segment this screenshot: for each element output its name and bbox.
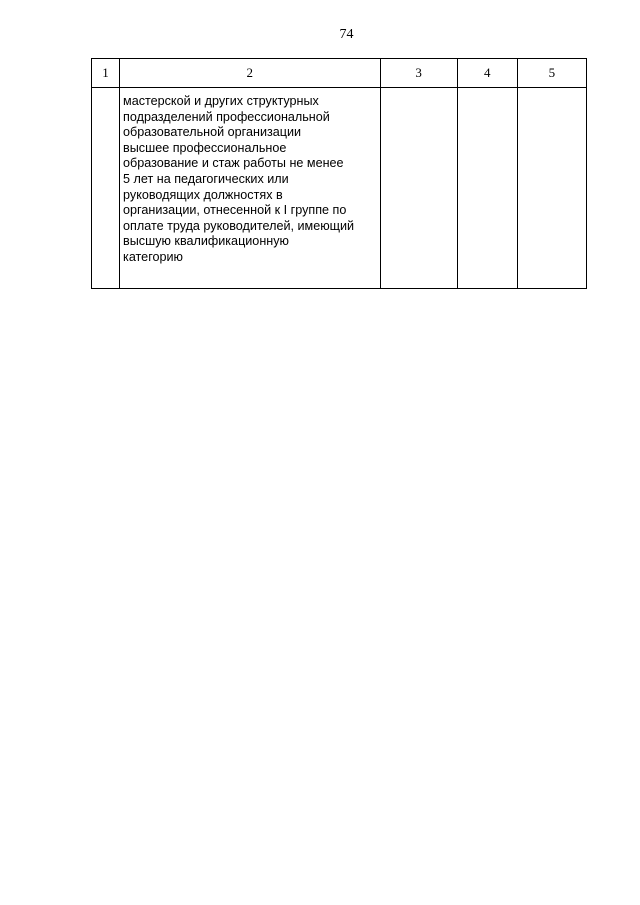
description-line: подразделений профессиональной [123, 109, 330, 124]
document-table [91, 58, 587, 289]
description-line: мастерской и других структурных [123, 94, 319, 108]
description-line: высшую квалификационную [123, 234, 289, 249]
description-line: категорию [123, 249, 183, 264]
description-line: организации, отнесенной к I группе по [123, 203, 347, 218]
column-header-3: 3 [380, 59, 457, 88]
table-header-row [92, 59, 587, 88]
description-line: образование и стаж работы не менее [123, 156, 344, 171]
description-line: образовательной организации [123, 125, 302, 140]
table-cell-col3 [380, 88, 457, 289]
description-line: 5 лет на педагогических или [123, 171, 289, 186]
column-header-1: 1 [92, 59, 120, 88]
description-line: руководящих должностях в [123, 187, 283, 202]
table-cell-col1 [92, 88, 120, 289]
table-cell-col5 [517, 88, 586, 289]
table-cell-col2 [120, 88, 381, 289]
description-line: оплате труда руководителей, имеющий [123, 218, 355, 233]
column-header-4: 4 [457, 59, 517, 88]
column-header-5: 5 [517, 59, 586, 88]
table-row [92, 88, 587, 289]
page-number: 74 [339, 27, 354, 42]
table-cell-col4 [457, 88, 517, 289]
position-description [120, 88, 380, 266]
description-line: высшее профессиональное [123, 140, 287, 155]
column-header-2: 2 [120, 59, 381, 88]
